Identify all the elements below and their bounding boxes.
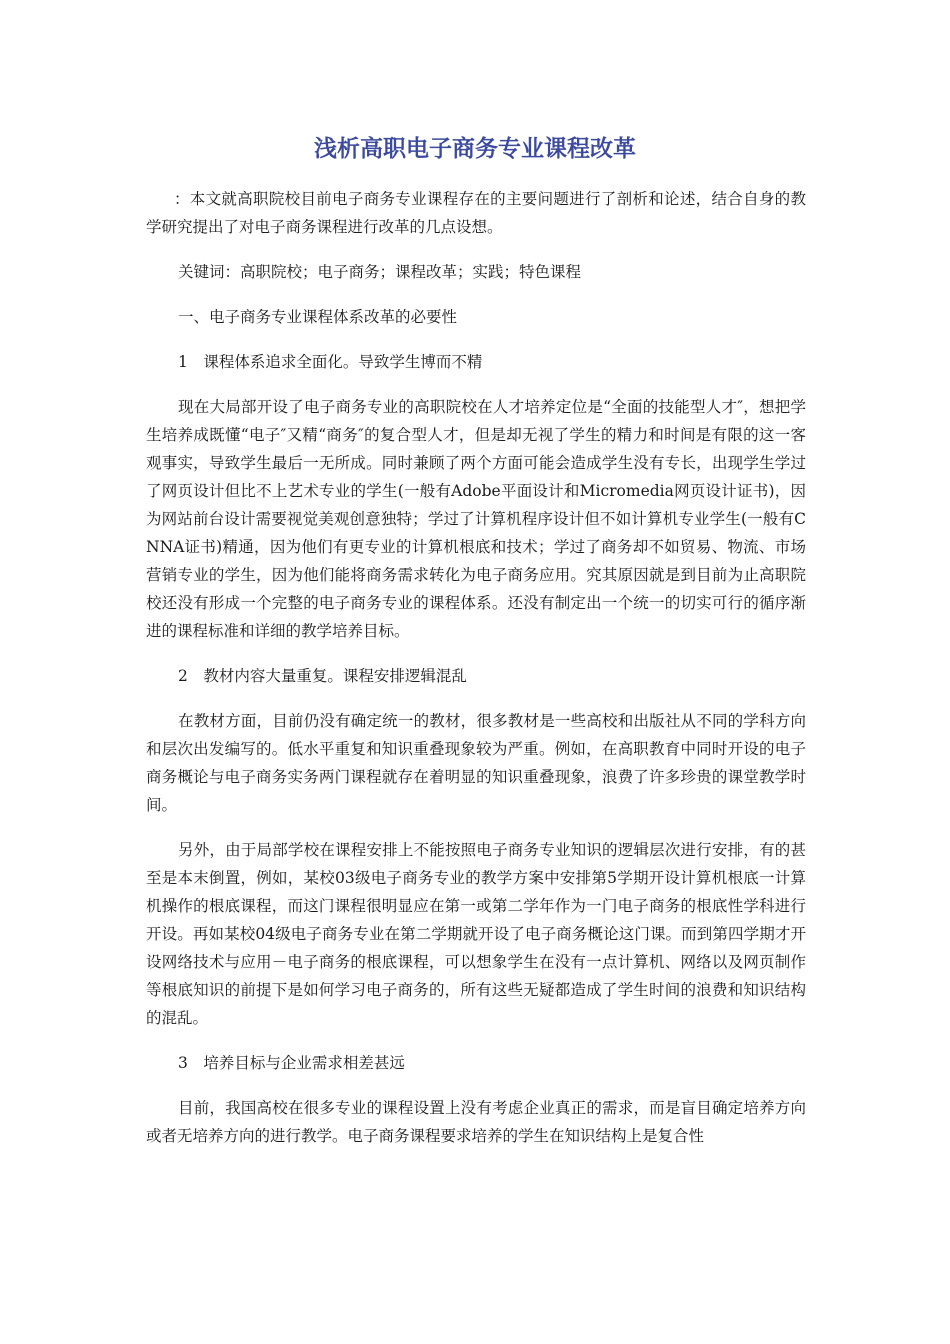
body-paragraph-2: 在教材方面，目前仍没有确定统一的教材，很多教材是一些高校和出版社从不同的学科方向和层次出发编写的。低水平重复和知识重叠现象较为严重。例如，在高职教育中同时开设的电子商务概论与电子商务实务两门课程就存在着明显的知识重叠现象，浪费了许多珍贵的课堂教学时间。 bbox=[146, 712, 806, 814]
document-body bbox=[146, 185, 806, 1167]
body-paragraph-3: 另外，由于局部学校在课程安排上不能按照电子商务专业知识的逻辑层次进行安排，有的甚至是本末倒置，例如，某校03级电子商务专业的教学方案中安排第5学期开设计算机根底一计算机操作的根底课程，而这门课程很明显应在第一或第二学年作为一门电子商务的根底性学科进行开设。再如某校04级电子商务专业在第二学期就开设了电子商务概论这门课。而到第四学期才开设网络技术与应用－电子商务的根底课程，可以想象学生在没有一点计算机、网络以及网页制作等根底知识的前提下是如何学习电子商务的，所有这些无疑都造成了学生时间的浪费和知识结构的混乱。 bbox=[146, 841, 806, 1027]
body-paragraph-4: 目前，我国高校在很多专业的课程设置上没有考虑企业真正的需求，而是盲目确定培养方向或者无培养方向的进行教学。电子商务课程要求培养的学生在知识结构上是复合性 bbox=[146, 1099, 806, 1145]
body-paragraph-1: 现在大局部开设了电子商务专业的高职院校在人才培养定位是“全面的技能型人才″，想把学生培养成既懂“电子″又精“商务″的复合型人才，但是却无视了学生的精力和时间是有限的这一客观事实，导致学生最后一无所成。同时兼顾了两个方面可能会造成学生没有专长，出现学生学过了网页设计但比不上艺术专业的学生(一般有Adobe平面设计和Micromedia网页设计证书)，因为网站前台设计需要视觉美观创意独特；学过了计算机程序设计但不如计算机专业学生(一般有CNNA证书)精通，因为他们有更专业的计算机根底和技术；学过了商务却不如贸易、物流、市场营销专业的学生，因为他们能将商务需求转化为电子商务应用。究其原因就是到目前为止高职院校还没有形成一个完整的电子商务专业的课程体系。还没有制定出一个统一的切实可行的循序渐进的课程标准和详细的教学培养目标。 bbox=[146, 398, 806, 640]
subsection-heading-1: 1 课程体系追求全面化。导致学生博而不精 bbox=[178, 353, 483, 371]
section-heading-1: 一、电子商务专业课程体系改革的必要性 bbox=[178, 308, 458, 326]
subsection-heading-2: 2 教材内容大量重复。课程安排逻辑混乱 bbox=[178, 667, 467, 685]
keywords-line: 关键词：高职院校；电子商务；课程改革；实践；特色课程 bbox=[178, 263, 582, 281]
abstract-paragraph: ：本文就高职院校目前电子商务专业课程存在的主要问题进行了剖析和论述，结合自身的教学研究提出了对电子商务课程进行改革的几点设想。 bbox=[146, 190, 806, 236]
document-title: 浅析高职电子商务专业课程改革 bbox=[314, 136, 636, 162]
subsection-heading-3: 3 培养目标与企业需求相差甚远 bbox=[178, 1054, 405, 1072]
